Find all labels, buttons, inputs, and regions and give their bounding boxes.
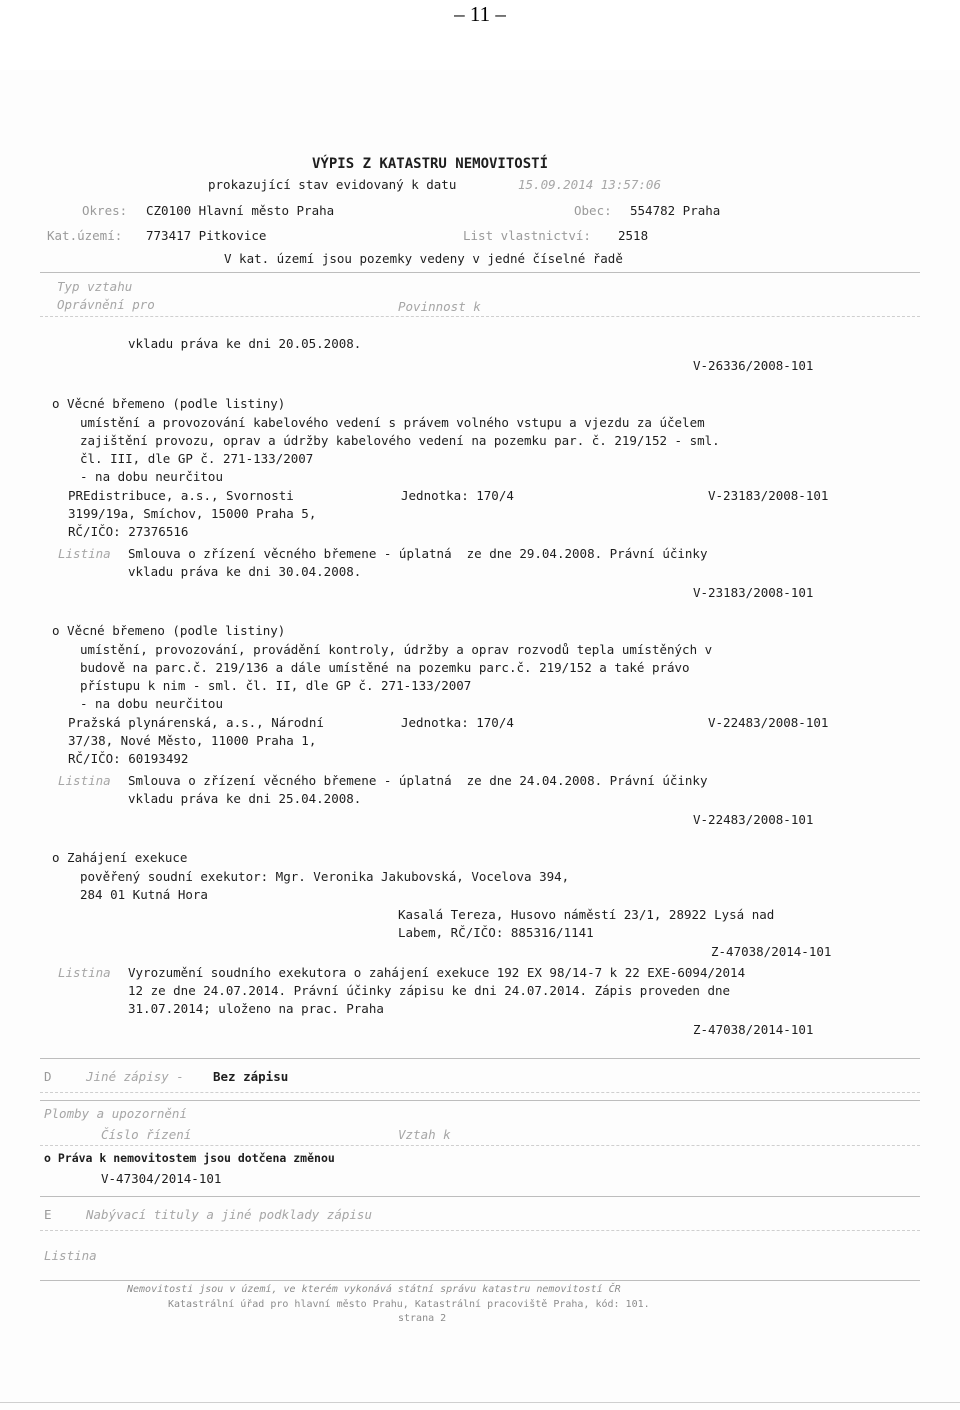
- entry2-listina-label: Listina: [58, 773, 111, 788]
- section-e-divider: [40, 1196, 920, 1197]
- entry2-desc-line: přístupu k nim - sml. čl. II, dle GP č. 271-133/2007: [80, 678, 472, 693]
- page-bottom-edge: [0, 1402, 960, 1403]
- footer-divider: [40, 1280, 920, 1281]
- section-e-label: Nabývací tituly a jiné podklady zápisu: [86, 1207, 372, 1222]
- plomby-item: o Práva k nemovitostem jsou dotčena změnou: [44, 1151, 335, 1165]
- okres-label: Okres:: [82, 203, 128, 218]
- section-d-label: Jiné zápisy -: [86, 1069, 184, 1084]
- plomby-divider: [40, 1100, 920, 1101]
- entry2-listina-text: Smlouva o zřízení věcného břemene - úplatná ze dne 24.04.2008. Právní účinky: [128, 773, 708, 788]
- entry3-listina-label: Listina: [58, 965, 111, 980]
- entry1-holder-line: RČ/IČO: 27376516: [68, 524, 189, 539]
- entry1-listina-text2: vkladu práva ke dni 30.04.2008.: [128, 564, 362, 579]
- document-title: VÝPIS Z KATASTRU NEMOVITOSTÍ: [312, 156, 549, 172]
- entry0-line: vkladu práva ke dni 20.05.2008.: [128, 336, 362, 351]
- entry0-ref: V-26336/2008-101: [693, 358, 814, 373]
- entry3-holder-line: Labem, RČ/IČO: 885316/1141: [398, 925, 594, 940]
- section-e-letter: E: [44, 1207, 52, 1222]
- section-e-bottom: [40, 1230, 920, 1231]
- page-number: – 11 –: [454, 2, 506, 26]
- section-d-bottom: [40, 1092, 920, 1093]
- lv-label: List vlastnictví:: [463, 228, 591, 243]
- katuzemi-label: Kat.území:: [47, 228, 123, 243]
- lv-value: 2518: [618, 228, 649, 243]
- entry2-unit: Jednotka: 170/4: [401, 715, 514, 730]
- okres-value: CZ0100 Hlavní město Praha: [146, 203, 335, 218]
- entry1-desc-line: zajištění provozu, oprav a údržby kabelového vedení na pozemku par. č. 219/152 - sml.: [80, 433, 720, 448]
- entry1-holder-line: 3199/19a, Smíchov, 15000 Praha 5,: [68, 506, 317, 521]
- section-e-listina: Listina: [44, 1248, 97, 1263]
- section-d-letter: D: [44, 1069, 52, 1084]
- plomby-col-vztah: Vztah k: [398, 1127, 451, 1142]
- section-d-divider: [40, 1058, 920, 1059]
- plomby-col-divider: [40, 1145, 920, 1146]
- subtitle-text: prokazující stav evidovaný k datu: [208, 177, 457, 192]
- entry2-listina-text2: vkladu práva ke dni 25.04.2008.: [128, 791, 362, 806]
- plomby-title: Plomby a upozornění: [44, 1106, 187, 1121]
- entry2-desc-line: - na dobu neurčitou: [80, 696, 223, 711]
- entry2-holder-line: Pražská plynárenská, a.s., Národní: [68, 715, 324, 730]
- section-d-value: Bez zápisu: [213, 1069, 289, 1084]
- entry2-holder-line: RČ/IČO: 60193492: [68, 751, 189, 766]
- entry1-ref1: V-23183/2008-101: [708, 488, 829, 503]
- footer-line: Katastrální úřad pro hlavní město Prahu, Katastrální pracoviště Praha, kód: 101.: [168, 1299, 650, 1310]
- entry3-ref1: Z-47038/2014-101: [711, 944, 832, 959]
- entry2-desc-line: budově na parc.č. 219/136 a dále umístěné na pozemku parc.č. 219/152 a také právo: [80, 660, 690, 675]
- cadastre-note: V kat. území jsou pozemky vedeny v jedné číselné řadě: [224, 251, 623, 266]
- entry3-ref2: Z-47038/2014-101: [693, 1022, 814, 1037]
- footer-page: strana 2: [398, 1313, 447, 1324]
- entry2-holder-line: 37/38, Nové Město, 11000 Praha 1,: [68, 733, 317, 748]
- col-opravneni: Oprávnění pro: [57, 297, 155, 312]
- entry3-title: o Zahájení exekuce: [52, 850, 188, 865]
- entry1-unit: Jednotka: 170/4: [401, 488, 514, 503]
- entry1-title: o Věcné břemeno (podle listiny): [52, 396, 286, 411]
- entry1-holder-line: PREdistribuce, a.s., Svornosti: [68, 488, 294, 503]
- entry2-ref2: V-22483/2008-101: [693, 812, 814, 827]
- entry3-listina-line: Vyrozumění soudního exekutora o zahájení exekuce 192 EX 98/14-7 k 22 EXE-6094/2014: [128, 965, 746, 980]
- col-typ-vztahu: Typ vztahu: [57, 279, 133, 294]
- plomby-ref: V-47304/2014-101: [101, 1171, 222, 1186]
- entry1-listina-text: Smlouva o zřízení věcného břemene - úplatná ze dne 29.04.2008. Právní účinky: [128, 546, 708, 561]
- entry2-desc-line: umístění, provozování, provádění kontroly, údržby a oprav rozvodů tepla umístěných v: [80, 642, 713, 657]
- footer-line: Nemovitosti jsou v území, ve kterém vykonává státní správu katastru nemovitostí ČR: [127, 1284, 621, 1295]
- entry3-listina-line: 12 ze dne 24.07.2014. Právní účinky zápisu ke dni 24.07.2014. Zápis proveden dne: [128, 983, 731, 998]
- subtitle-date: 15.09.2014 13:57:06: [518, 177, 661, 192]
- obec-value: 554782 Praha: [630, 203, 721, 218]
- entry3-holder-line: Kasalá Tereza, Husovo náměstí 23/1, 28922 Lysá nad: [398, 907, 775, 922]
- columns-divider: [40, 316, 920, 317]
- col-povinnost: Povinnost k: [398, 299, 481, 314]
- entry3-desc-line: pověřený soudní exekutor: Mgr. Veronika Jakubovská, Vocelova 394,: [80, 869, 570, 884]
- entry1-desc-line: čl. III, dle GP č. 271-133/2007: [80, 451, 314, 466]
- entry2-ref1: V-22483/2008-101: [708, 715, 829, 730]
- entry3-listina-line: 31.07.2014; uloženo na prac. Praha: [128, 1001, 384, 1016]
- header-divider: [40, 272, 920, 273]
- katuzemi-value: 773417 Pitkovice: [146, 228, 267, 243]
- entry1-desc-line: umístění a provozování kabelového vedení s právem volného vstupu a vjezdu za účelem: [80, 415, 705, 430]
- entry1-desc-line: - na dobu neurčitou: [80, 469, 223, 484]
- entry2-title: o Věcné břemeno (podle listiny): [52, 623, 286, 638]
- entry1-listina-label: Listina: [58, 546, 111, 561]
- entry1-ref2: V-23183/2008-101: [693, 585, 814, 600]
- plomby-col-cislo: Číslo řízení: [101, 1127, 192, 1142]
- obec-label: Obec:: [574, 203, 612, 218]
- entry3-desc-line: 284 01 Kutná Hora: [80, 887, 208, 902]
